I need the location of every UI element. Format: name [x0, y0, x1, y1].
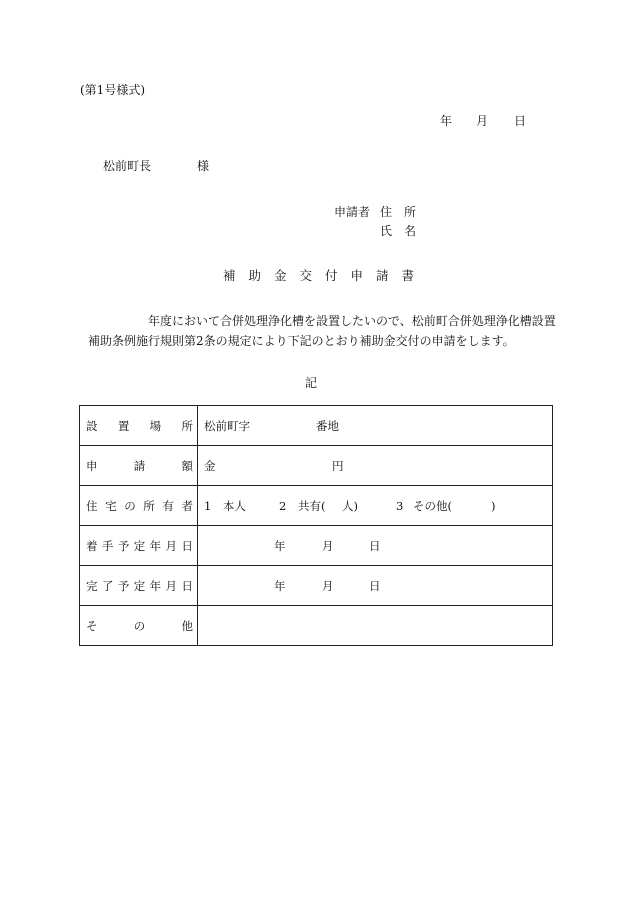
date-year-label: 年 — [440, 114, 453, 128]
owner-label — [80, 486, 198, 526]
amount-label — [80, 446, 198, 486]
location-label-text: 設 置 場 所 — [86, 418, 193, 433]
table-row-location — [80, 406, 553, 446]
table-row-owner — [80, 486, 553, 526]
table-row-amount — [80, 446, 553, 486]
completion-date-value[interactable] — [198, 566, 553, 606]
table-row-completion-date — [80, 566, 553, 606]
owner-option-2-text: 共有( — [298, 498, 326, 513]
other-label-text: そ の 他 — [86, 618, 193, 633]
start-date-month: 月 — [322, 538, 334, 553]
amount-prefix: 金 — [204, 458, 216, 473]
applicant-block — [334, 203, 416, 241]
amount-label-text: 申 請 額 — [86, 458, 193, 473]
owner-option-2-close: 人) — [342, 498, 358, 513]
owner-option-3-number: 3 — [396, 498, 404, 513]
other-value[interactable] — [198, 606, 553, 646]
other-label — [80, 606, 198, 646]
start-date-value[interactable] — [198, 526, 553, 566]
completion-date-month: 月 — [322, 578, 334, 593]
addressee — [103, 157, 209, 174]
body-line-2: 補助条例施行規則第2条の規定により下記のとおり補助金交付の申請をします。 — [88, 334, 515, 348]
start-date-label — [80, 526, 198, 566]
owner-option-2-number: 2 — [279, 498, 287, 513]
ki-heading: 記 — [305, 376, 318, 390]
addressee-title: 松前町長 — [103, 159, 152, 173]
owner-option-3-close: ) — [491, 498, 496, 513]
applicant-name-label: 氏 名 — [380, 224, 417, 238]
owner-option-3-text: その他( — [413, 498, 452, 513]
completion-date-day: 日 — [369, 578, 381, 593]
application-table — [79, 405, 553, 646]
amount-suffix: 円 — [332, 458, 344, 473]
start-date-day: 日 — [369, 538, 381, 553]
body-line-1: 年度において合併処理浄化槽を設置したいので、松前町合併処理浄化槽設置 — [148, 314, 556, 328]
completion-date-year: 年 — [274, 578, 286, 593]
location-value[interactable] — [198, 406, 553, 446]
start-date-label-text: 着 手 予 定 年 月 日 — [86, 538, 193, 553]
addressee-honorific: 様 — [197, 159, 210, 173]
table-row-other — [80, 606, 553, 646]
date-day-label: 日 — [514, 114, 527, 128]
applicant-address-label: 住 所 — [380, 205, 417, 219]
location-suffix: 番地 — [316, 418, 339, 433]
date-month-label: 月 — [476, 114, 489, 128]
location-label — [80, 406, 198, 446]
document-title: 補助金交付申請書 — [223, 268, 428, 283]
owner-label-text: 住 宅 の 所 有 者 — [86, 498, 193, 513]
amount-value[interactable] — [198, 446, 553, 486]
applicant-role: 申請者 — [334, 205, 371, 219]
completion-date-label — [80, 566, 198, 606]
date-line — [440, 112, 526, 129]
location-prefix: 松前町字 — [204, 418, 250, 433]
table-row-start-date — [80, 526, 553, 566]
form-number: (第1号様式) — [80, 83, 145, 97]
body-paragraph — [88, 311, 558, 351]
completion-date-label-text: 完 了 予 定 年 月 日 — [86, 578, 193, 593]
owner-option-1: 1 本人 — [204, 498, 246, 513]
start-date-year: 年 — [274, 538, 286, 553]
owner-value[interactable] — [198, 486, 553, 526]
